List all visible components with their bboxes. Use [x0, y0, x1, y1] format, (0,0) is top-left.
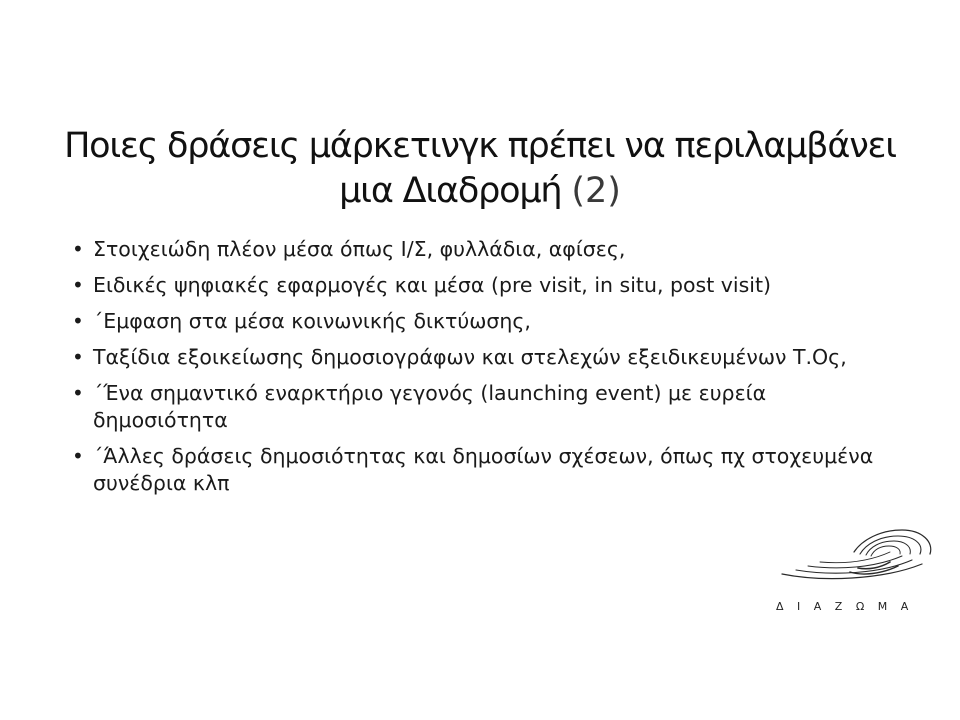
bullet-glyph: •: [72, 309, 84, 333]
diazoma-logo: [762, 524, 942, 624]
list-item-text: ΄Εμφαση στα μέσα κοινωνικής δικτύωσης,: [93, 309, 531, 333]
slide-title-suffix: (2): [571, 171, 621, 211]
list-item: [72, 344, 892, 371]
list-item: [72, 236, 892, 263]
list-item-text: ΄Ένα σημαντικό εναρκτήριο γεγονός (launching event) με ευρεία δημοσιότητα: [93, 381, 767, 432]
slide-title: [60, 124, 900, 214]
logo-wordmark: ΔΙΑΖΩΜΑ: [776, 600, 922, 613]
bullet-list: [72, 236, 892, 506]
list-item-text: Στοιχειώδη πλέον μέσα όπως Ι/Σ, φυλλάδια, αφίσες,: [93, 237, 626, 261]
list-item-text: Ειδικές ψηφιακές εφαρμογές και μέσα (pre visit, in situ, post visit): [93, 273, 772, 297]
bullet-glyph: •: [72, 381, 84, 405]
bullet-glyph: •: [72, 273, 84, 297]
slide-title-main: Ποιες δράσεις μάρκετινγκ πρέπει να περιλαμβάνει μια Διαδρομή: [64, 126, 896, 211]
list-item-text: ΄Άλλες δράσεις δημοσιότητας και δημοσίων σχέσεων, όπως πχ στοχευμένα συνέδρια κλπ: [93, 444, 874, 495]
list-item: [72, 443, 892, 497]
list-item-text: Ταξίδια εξοικείωσης δημοσιογράφων και στελεχών εξειδικευμένων Τ.Ος,: [93, 345, 847, 369]
bullet-glyph: •: [72, 237, 84, 261]
bullet-glyph: •: [72, 444, 84, 468]
list-item: [72, 272, 892, 299]
list-item: [72, 380, 892, 434]
list-item: [72, 308, 892, 335]
swirl-logo-icon: [762, 524, 942, 594]
bullet-glyph: •: [72, 345, 84, 369]
